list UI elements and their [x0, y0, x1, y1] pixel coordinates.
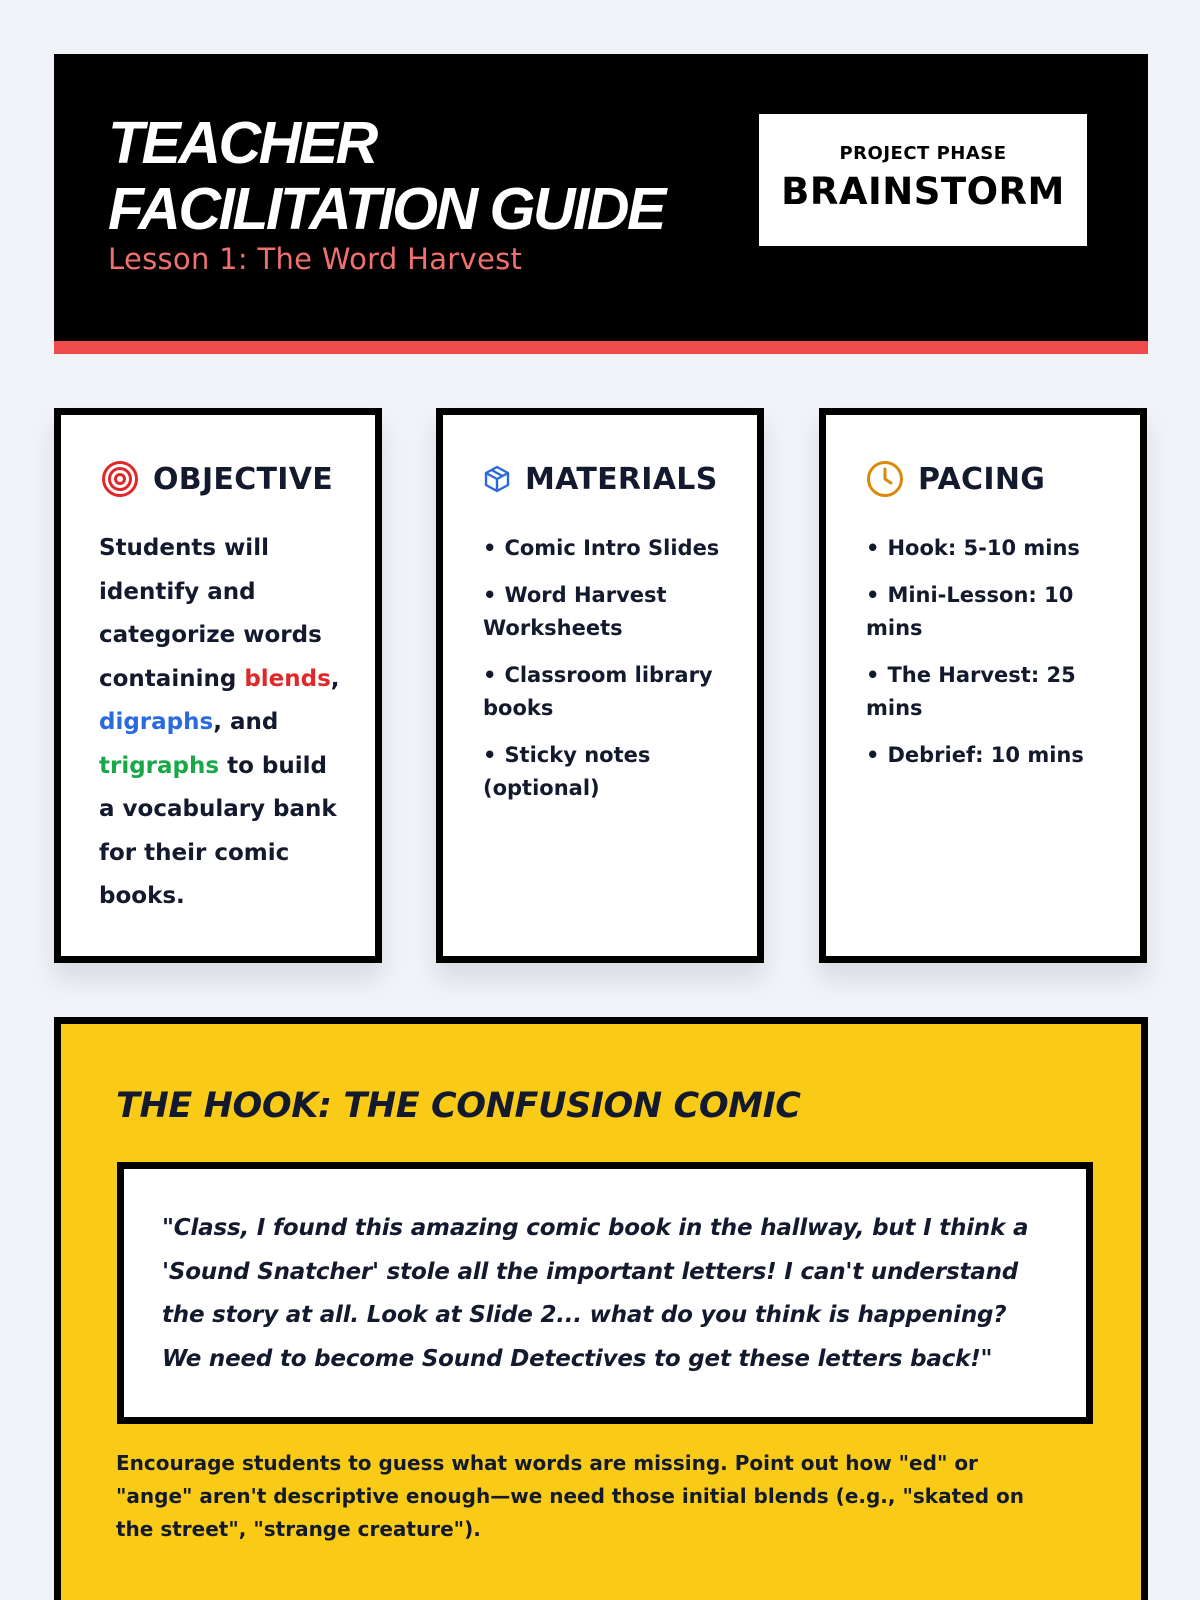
materials-list	[483, 532, 743, 819]
trigraphs-highlight: trigraphs	[99, 752, 220, 779]
target-icon	[101, 460, 139, 498]
digraphs-highlight: digraphs	[99, 709, 214, 735]
objective-comma: ,	[330, 665, 340, 692]
objective-text-end: to build a vocabulary bank for their comic books.	[99, 752, 337, 909]
list-item: • Mini-Lesson: 10 mins	[866, 579, 1126, 645]
list-item: • Classroom library books	[483, 659, 743, 725]
objective-card	[54, 408, 382, 963]
pacing-card	[819, 408, 1147, 963]
lesson-subtitle: Lesson 1: The Word Harvest	[108, 242, 523, 276]
list-item: • Hook: 5-10 mins	[866, 532, 1126, 565]
hook-note: Encourage students to guess what words are missing. Point out how "ed" or "ange" aren't descriptive enough—we need those initial blends (e.g., "skated on the street", "strange creature").	[116, 1451, 1024, 1541]
page-title	[108, 110, 664, 242]
clock-icon	[866, 460, 904, 498]
phase-value: BRAINSTORM	[781, 170, 1065, 213]
objective-and: , and	[213, 709, 279, 735]
project-phase-badge	[759, 114, 1087, 246]
materials-title: MATERIALS	[525, 461, 718, 497]
list-item: • The Harvest: 25 mins	[866, 659, 1126, 725]
list-item: • Comic Intro Slides	[483, 532, 743, 565]
pacing-title: PACING	[918, 461, 1046, 497]
list-item: • Word Harvest Worksheets	[483, 579, 743, 645]
hook-title: THE HOOK: THE CONFUSION COMIC	[116, 1086, 801, 1126]
objective-text	[99, 527, 349, 919]
hook-section	[54, 1017, 1148, 1600]
header-banner	[54, 54, 1148, 354]
objective-text-start: Students will identify and categorize words containing	[99, 535, 322, 692]
pacing-header	[866, 460, 1045, 498]
box-icon	[483, 460, 511, 498]
hook-quote-text: "Class, I found this amazing comic book in the hallway, but I think a 'Sound Snatcher' stole all the important letters! I can't understand the story at all. Look at Slide 2... what do you think is happening? We need to become Sound Detectives to get these letters back!"	[162, 1215, 1029, 1372]
materials-header	[483, 460, 718, 498]
objective-title: OBJECTIVE	[153, 461, 334, 497]
pacing-list	[866, 532, 1126, 786]
list-item: • Debrief: 10 mins	[866, 739, 1126, 772]
title-line-2: FACILITATION GUIDE	[108, 176, 664, 242]
title-line-1: TEACHER	[108, 110, 376, 176]
blends-highlight: blends	[244, 665, 331, 692]
materials-card	[436, 408, 764, 963]
hook-quote-box	[117, 1162, 1093, 1424]
list-item: • Sticky notes (optional)	[483, 739, 743, 805]
objective-header	[101, 460, 333, 498]
phase-label: PROJECT PHASE	[839, 143, 1007, 164]
